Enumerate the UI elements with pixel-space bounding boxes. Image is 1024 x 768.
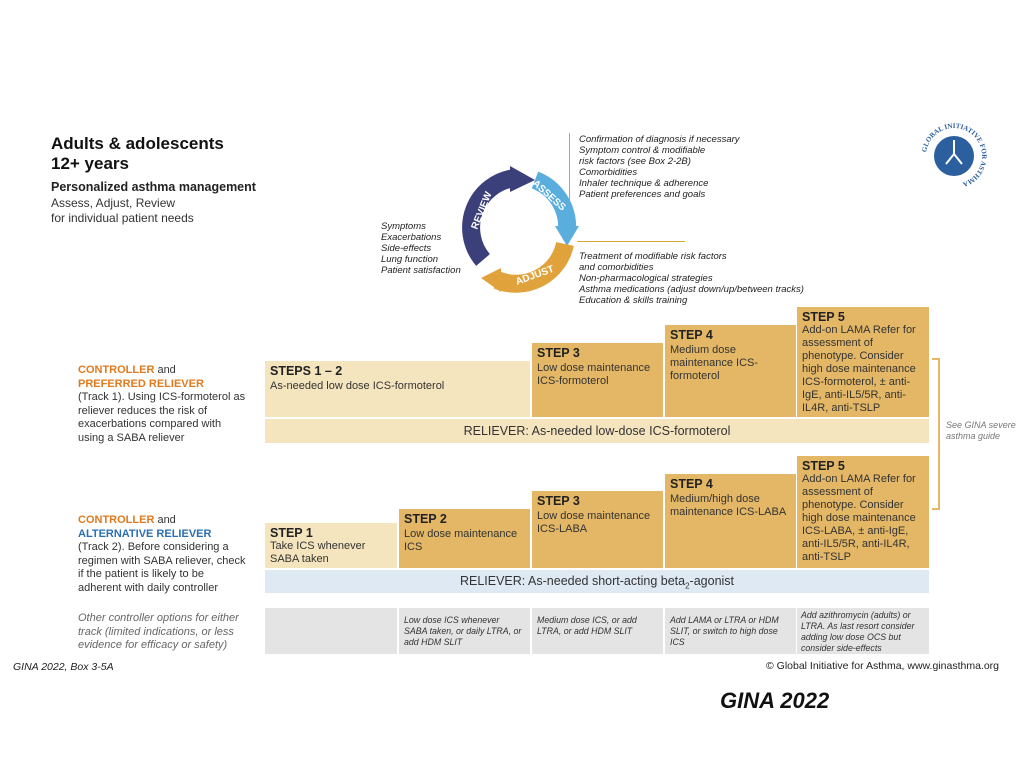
track2-and: and xyxy=(154,514,176,526)
assess-item: Inhaler technique & adherence xyxy=(579,178,709,189)
adjust-connector-line xyxy=(577,241,685,242)
adjust-item: Non-pharmacological strategies xyxy=(579,273,713,284)
adjust-items xyxy=(579,251,804,306)
track2-text: (Track 2). Before considering a regimen with SABA reliever, check if the patient is likely to be adherent with daily controller xyxy=(78,541,246,594)
track1-step4-text: Medium dose maintenance ICS-formoterol xyxy=(670,344,759,382)
track2-step-4 xyxy=(665,474,796,568)
track2-step5-text: Add-on LAMA Refer for assessment of phenotype. Consider high dose maintenance ICS-LABA, ± anti-IgE, anti-IL5/5R, anti-IL4R, anti-TSLP xyxy=(802,473,916,563)
track2-step-1 xyxy=(265,523,397,568)
desc-line-2: for individual patient needs xyxy=(51,211,194,225)
track1-step-3 xyxy=(532,343,663,417)
track1-steps12-text: As-needed low dose ICS-formoterol xyxy=(270,380,445,392)
gina-logo xyxy=(918,120,990,192)
assess-items xyxy=(579,134,740,200)
review-items xyxy=(381,221,461,276)
review-label: REVIEW xyxy=(469,190,495,232)
track1-and: and xyxy=(154,364,176,376)
track2-step2-head: STEP 2 xyxy=(404,512,447,526)
track2-reliever-sub: 2 xyxy=(685,581,690,591)
track1-step3-head: STEP 3 xyxy=(537,346,580,360)
title-line-2: 12+ years xyxy=(51,154,129,173)
copyright-link[interactable]: © Global Initiative for Asthma, www.ginasthma.org xyxy=(766,660,1000,672)
other-step1-cell xyxy=(265,608,397,654)
track1-step5-head: STEP 5 xyxy=(802,310,845,324)
track2-step2-text: Low dose maintenance ICS xyxy=(404,528,518,553)
adjust-item: Asthma medications (adjust down/up/between tracks) xyxy=(579,284,804,295)
review-item: Symptoms xyxy=(381,221,426,232)
track2-step-5 xyxy=(797,456,929,568)
track2-step3-head: STEP 3 xyxy=(537,494,580,508)
assess-item: risk factors (see Box 2-2B) xyxy=(579,156,691,167)
track1-steps-1-2 xyxy=(265,361,530,417)
track1-description xyxy=(78,364,248,445)
assess-item: Patient preferences and goals xyxy=(579,189,706,200)
see-gina-note: See GINA severe asthma guide xyxy=(946,420,1016,441)
review-item: Patient satisfaction xyxy=(381,265,461,276)
review-item: Lung function xyxy=(381,254,439,265)
track2-step5-head: STEP 5 xyxy=(802,459,845,473)
track1-reliever-label: PREFERRED RELIEVER xyxy=(78,377,204,390)
assess-label: ASSESS xyxy=(529,178,568,214)
track2-reliever-label: ALTERNATIVE RELIEVER xyxy=(78,527,212,540)
other-step2-cell: Low dose ICS whenever SABA taken, or daily LTRA, or add HDM SLIT xyxy=(399,608,530,654)
subtitle: Personalized asthma management xyxy=(51,180,256,194)
description xyxy=(51,196,194,226)
other-step4-cell: Add LAMA or LTRA or HDM SLIT, or switch to high dose ICS xyxy=(665,608,796,654)
page-title xyxy=(51,134,224,174)
assess-item: Confirmation of diagnosis if necessary xyxy=(579,134,740,145)
track1-step5-text: Add-on LAMA Refer for assessment of phenotype. Consider high dose maintenance ICS-formoterol, ± anti-IgE, anti-IL5/5R, anti-IL4R, anti-TSLP xyxy=(802,324,916,414)
other-step3-cell: Medium dose ICS, or add LTRA, or add HDM SLIT xyxy=(532,608,663,654)
other-step5-cell: Add azithromycin (adults) or LTRA. As last resort consider adding low dose OCS but consider side-effects xyxy=(797,608,929,654)
track2-step1-head: STEP 1 xyxy=(270,526,313,540)
track1-steps12-head: STEPS 1 – 2 xyxy=(270,364,343,378)
title-line-1: Adults & adolescents xyxy=(51,134,224,153)
track2-step-2 xyxy=(399,509,530,568)
track2-step3-text: Low dose maintenance ICS-LABA xyxy=(537,510,651,535)
adjust-label: ADJUST xyxy=(514,263,556,288)
track2-reliever-prefix: RELIEVER: As-needed short-acting beta xyxy=(459,574,686,588)
severe-asthma-bracket xyxy=(932,358,940,510)
track1-step4-head: STEP 4 xyxy=(670,328,713,342)
assess-item: Symptom control & modifiable xyxy=(579,145,706,156)
assess-adjust-review-cycle xyxy=(455,160,585,295)
adjust-arrowhead xyxy=(481,268,501,292)
track1-step-5 xyxy=(797,307,929,417)
other-options-label: Other controller options for either track (limited indications, or less evidence for efficacy or safety) xyxy=(78,612,239,651)
box-reference: GINA 2022, Box 3-5A xyxy=(13,661,114,673)
adjust-item: Treatment of modifiable risk factors xyxy=(579,251,727,262)
assess-item: Comorbidities xyxy=(579,167,638,178)
track1-reliever-band: RELIEVER: As-needed low-dose ICS-formoterol xyxy=(265,419,929,443)
logo-text: GLOBAL INITIATIVE FOR ASTHMA xyxy=(920,121,989,189)
track2-step-3 xyxy=(532,491,663,568)
track1-controller-label: CONTROLLER xyxy=(78,364,155,376)
track2-reliever-band xyxy=(265,570,929,593)
track1-text: (Track 1). Using ICS-formoterol as reliever reduces the risk of exacerbations compared with using a SABA reliever xyxy=(78,391,246,444)
track2-controller-label: CONTROLLER xyxy=(78,514,155,526)
desc-line-1: Assess, Adjust, Review xyxy=(51,196,176,210)
track2-description xyxy=(78,514,248,595)
adjust-item: and comorbidities xyxy=(579,262,654,273)
track2-step1-text: Take ICS whenever SABA taken xyxy=(270,540,366,565)
track1-step-4 xyxy=(665,325,796,417)
track2-step4-head: STEP 4 xyxy=(670,477,713,491)
review-arrowhead xyxy=(510,166,535,192)
adjust-item: Education & skills training xyxy=(579,295,688,306)
track2-step4-text: Medium/high dose maintenance ICS-LABA xyxy=(670,493,787,518)
track2-reliever-suffix: -agonist xyxy=(689,574,735,588)
track1-step3-text: Low dose maintenance ICS-formoterol xyxy=(537,362,651,387)
gina-2022-label: GINA 2022 xyxy=(720,688,830,713)
review-item: Side-effects xyxy=(381,243,432,254)
review-item: Exacerbations xyxy=(381,232,442,243)
